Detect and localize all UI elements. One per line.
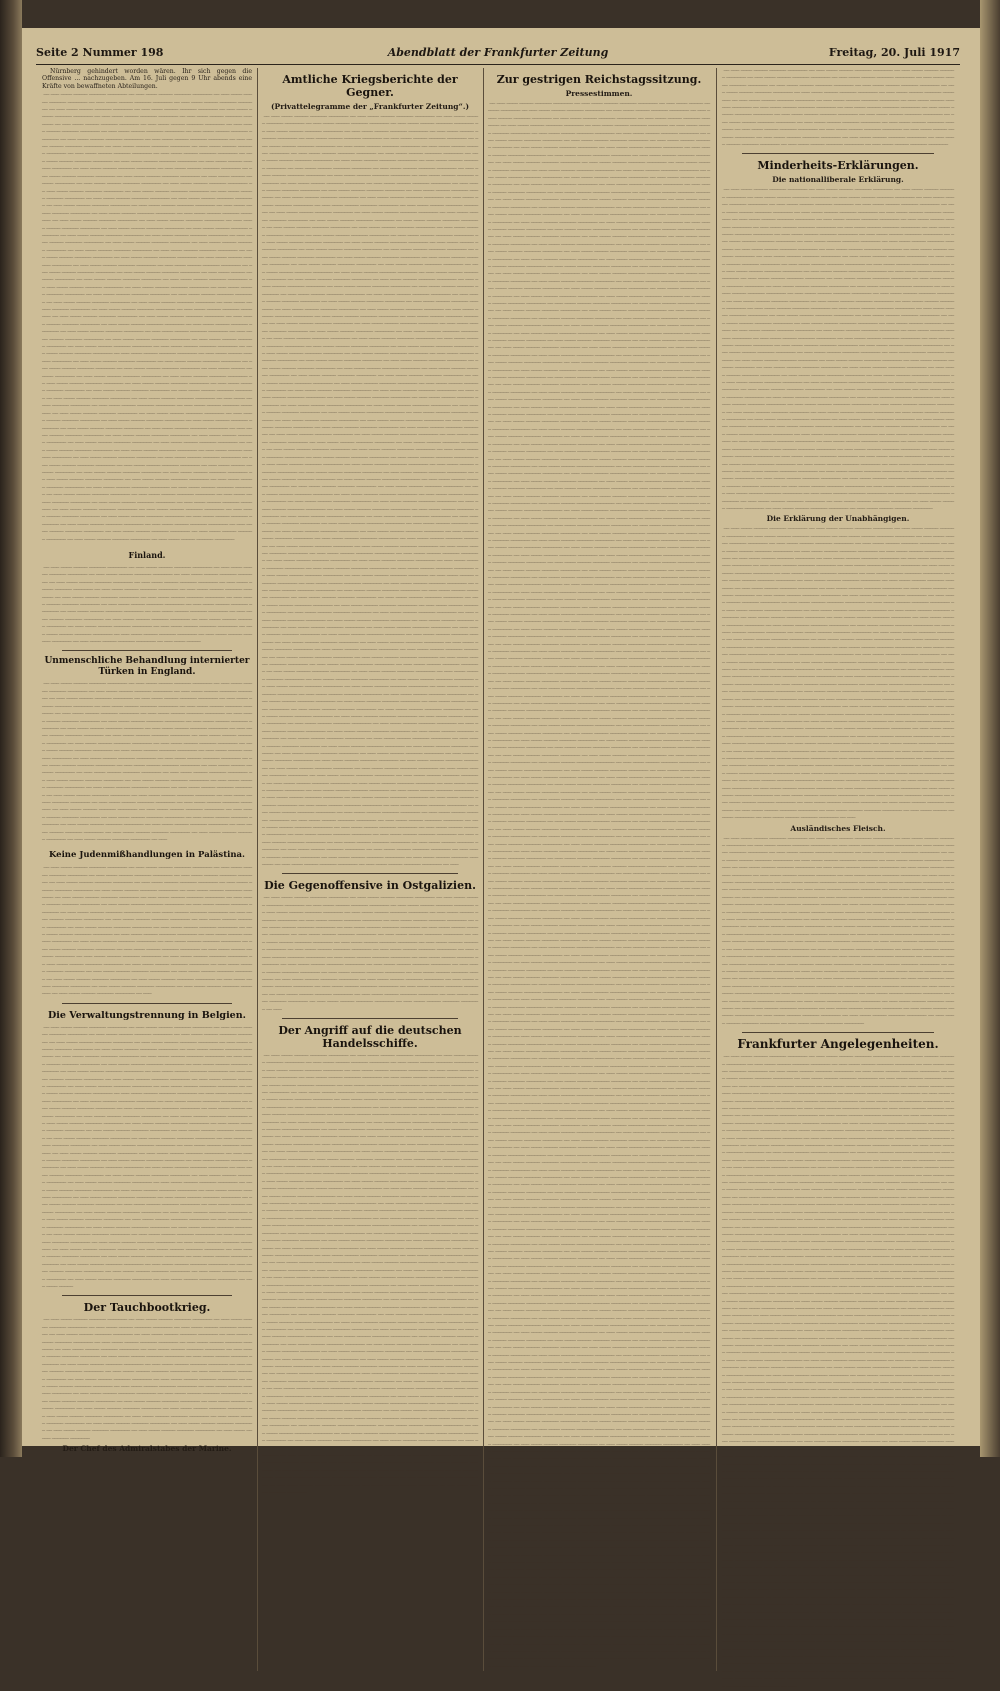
masthead [36, 44, 960, 65]
article-signature: Der Chef des Admiralstabes der Marine. [62, 1444, 232, 1454]
body-text-block: ── ─── ──── ───── ────── ─────── ── ─── ──── ───── ────── ─────── ── ─── ──── ───── ────── ─────── ── ─── ──── ───── ────── ─────── ── ─── ──── ───── ────── ─────── ── ─── ──── ───── ────── ─────── ── ─── ──── ───── ────── ─────── ── ─── ──── ───── ────── ─────── ── ─── ──── ───── ────── ─────── ── ─── ──── ───── ────── ─────── ── ─── ──── ───── ────── ─────── ── ─── ──── ───── ────── ─────── ── ─── ──── ───── ────── ─────── ── ─── ──── ───── ────── ─────── ── ─── ──── ───── ────── ─────── ── ─── ──── ───── ────── ─────── ── ─── ──── ───── ────── ─────── ── ─── ──── ───── ────── ─────── ── ─── ──── ───── ────── ─────── ── ─── ──── ───── ────── ─────── ── ─── ──── ───── ────── ─────── ── ─── ──── ───── ────── ─────── ── ─── ──── ───── ────── ─────── ── ─── ──── ───── ────── ─────── ── ─── ──── ───── ────── ─────── ── ─── ──── ───── ────── ─────── ── ─── ──── ───── ────── ─────── ── ─── ──── ───── ────── ─────── ── ─── ──── ───── ────── ─────── ── ─── ──── ───── ────── ─────── ── ─── ──── ───── ────── ─────── ── ─── ──── ───── ────── ─────── ── ─── ──── ───── ────── ─────── ── ─── ──── ───── ────── ─────── ── ─── ──── ───── ────── ─────── ── ─── ──── ───── ────── ─────── ── ─── ──── ───── ────── ─────── ── ─── ──── ───── ────── ─────── ── ─── ──── ───── ────── ─────── ── ─── ──── ───── ────── ─────── ── ─── ──── ───── ────── ─────── ── ─── ──── ───── ────── ─────── ── ─── ──── ───── ────── ─────── ── ─── ──── ───── ────── ─────── ── ─── ──── ───── ────── ─────── ── ─── ──── ───── ────── ─────── ── ─── ──── ───── ────── ─────── ── ─── ──── ───── ────── ─────── ── ─── ──── ───── ────── ─────── ── ─── ──── ───── ────── ─────── ── ─── ──── ───── ────── ─────── ── ─── ──── ───── ────── ─────── ── ─── ──── ───── ────── ─────── ── ─── ──── ───── ────── ─────── ── ─── ──── ───── ────── ─────── ── ─── ──── ───── ────── ─────── ── ─── ──── ───── ────── ─────── ── ─── ──── ───── ────── ─────── ── ─── ──── ───── ────── ─────── ── ─── ──── ───── ────── ─────── ── ─── ──── ───── ────── ─────── ── ─── ──── ───── ────── ─────── ── ─── ──── ───── ────── ─────── ── ─── ──── ───── ────── ─────── ── ─── ──── ───── ────── ─────── ── ─── ──── ───── ────── ─────── ── ─── ──── ───── ────── ─────── ── ─── ──── ───── ────── ─────── ── ─── ──── ───── ────── ─────── ── ─── ──── ───── ────── ─────── ── ─── ──── ───── ────── ─────── ── ─── ──── ───── ────── ─────── ── ─── ──── ───── ────── ─────── ── ─── ──── ───── ────── ─────── ── ─── ──── ───── ────── ─────── ── ─── ──── ───── ────── ─────── ── ─── ──── ───── ────── ─────── ── ─── ──── ───── ────── ─────── ── ─── ──── ───── ────── ─────── ── ─── ──── ───── ────── ─────── ── ─── ──── ───── ────── ─────── ── ─── ──── ───── ────── ─────── ── ─── ──── ───── ────── ─────── ── ─── ──── ───── ────── ─────── ── ─── ──── ───── ────── ─────── ── ─── ──── ───── ────── ─────── ── ─── ──── ───── ────── ─────── ── ─── ──── ───── ────── ─────── ── ─── ──── ───── ────── ─────── ── ─── ──── ───── ────── ─────── ── ─── ──── ───── ────── ─────── ── ─── ──── ───── ────── ─────── ── ─── ──── ───── ────── ─────── ── ─── ──── ───── ────── ─────── ── ─── ──── ───── ────── ─────── ── ─── ──── ───── ────── ─────── ── ─── ──── ───── ────── ─────── ── ─── ──── ───── ────── ─────── ── ─── ──── ───── ────── ─────── ── ─── ──── ───── ────── ─────── ── ─── ──── ───── ────── ─────── ── ─── ──── ───── ────── ─────── ── ─── ──── ───── ────── ─────── ── ─── ──── ───── ────── ─────── ── ─── ──── ───── ────── ─────── ── ─── ──── ───── ────── ─────── ── ─── ──── ───── ────── ─────── ── ─── ──── ───── ────── ─────── ── ─── ──── ───── ────── ─────── ── ─── ──── ───── ────── ─────── ── ─── ──── ───── ────── ─────── ── ─── ──── ───── ────── ─────── ── ─── ──── ───── ────── ─────── ── ─── ──── ───── ────── ─────── ── ─── ──── ───── ────── ─────── ── ─── ──── ───── ────── ─────── ── ─── ──── ───── ────── ─────── ── ─── ──── ───── ────── ─────── ── ─── ──── ───── ────── ─────── ── ─── ──── ───── ────── ─────── ── ─── ──── ───── ────── ─────── ── ─── ──── ───── ────── ─────── ── ─── ──── ───── ────── ─────── ── ─── ──── ───── ────── ─────── ── ─── ──── ───── ────── ─────── ── ─── ──── ───── ────── ─────── ── ─── ──── ───── ────── ─────── ── ─── ──── ───── ────── ─────── ── ─── ──── ───── ────── ─────── ── ─── ──── ───── ────── ─────── ── ─── ──── ───── ────── ─────── ── ─── ──── ───── ────── ─────── ── ─── ──── ───── ────── ─────── ── ─── ──── ───── ────── ─────── ── ─── ──── ───── ────── ─────── ── ─── ──── ───── ────── ─────── ── ─── ──── ───── ────── ─────── ── ─── ──── ───── ────── ─────── ── ─── ──── ───── ────── ─────── ── ─── ──── ───── ────── ─────── ── ─── ──── ───── ────── ─────── ── ─── ──── ───── ────── ─────── ── ─── ──── ───── ────── ─────── ── ─── ──── ───── ────── ─────── ── ─── ──── ───── ────── ─────── ── ─── ──── ───── ────── ─────── ── ─── ──── ───── ────── ─────── ── ─── ──── ───── ────── ─────── ── ─── ──── ───── ────── ─────── ── ─── ──── ───── ────── ─────── ── ─── ──── ───── ────── ─────── ── ─── ──── ───── ────── ─────── ── ─── ──── ───── ────── ─────── ── ─── ──── ───── ────── ─────── ── ─── ──── ───── ────── ─────── ── ─── ──── ───── ────── ─────── ── ─── ──── ───── ────── ─────── ── ─── ──── ───── ────── ─────── ── ─── ──── ───── ────── ─────── ── ─── ──── ───── ────── ─────── ── ─── ──── ───── ────── ─────── ── ─── ──── ───── ────── ─────── ── ─── ──── ───── ────── ─────── ── ─── ──── ───── ────── ─────── ── ─── ──── ───── ────── ─────── ── ─── ──── ───── ────── ─────── ── ─── ──── ───── ────── ─────── ── ─── ──── ───── ────── ─────── ── ─── ──── ───── ────── ─────── ── ─── ──── ───── ────── ─────── ── ─── ──── ───── ────── ─────── ── ─── ──── ───── ────── ─────── ── ─── ──── ───── ────── ─────── ── ─── ──── ───── ────── ─────── ── ─── ──── ───── ────── ─────── ── ─── ──── ───── ────── ─────── ── ─── ──── ───── ────── ─────── ── ─── ──── ───── ────── ─────── ── ─── ──── ───── ────── ─────── ── ─── ──── ───── ────── ─────── ── ─── ──── ───── ────── ─────── ── ─── ──── ───── ────── ─────── ── ─── ──── ───── ────── ─────── ── ─── ──── ───── ────── ─────── ── ─── ──── ───── ────── ─────── ── ─── ──── ───── ────── ─────── ── ─── ──── ───── ────── ─────── ── ─── ──── ───── ────── ─────── ── ─── ──── ───── ────── ─────── ── ─── ──── ───── ────── ─────── ── ─── ──── ───── ────── ─────── ── ─── ──── ───── ────── ─────── ── ─── ──── ───── ────── ─────── ── ─── ──── ───── ────── ─────── ── ─── ──── ───── ────── ─────── ── ─── ──── ───── ────── ─────── ── ─── ──── ───── ────── ─────── ── ─── ──── ───── ────── ─────── ── ─── ──── ───── ────── ─────── ── ─── ──── ───── ────── ─────── ── ─── ──── ───── ────── ─────── ── ─── ──── ───── ────── ─────── ── ─── ──── ───── ────── ─────── ── ─── ──── ───── ────── ─────── ── ─── ──── ───── ────── ─────── ── ─── ──── ───── ────── ─────── ── ─── ──── ───── ────── ─────── ── ─── ──── ───── ────── ─────── ── ─── ──── ───── ────── ─────── ── ─── ──── ───── ────── ─────── ── ─── ──── ───── ────── ─────── ── ─── ──── ───── ────── ─────── ── ─── ──── ───── ────── ─────── ── ─── ──── ───── ────── ─────── ── ─── ──── ───── ────── ─────── ── ─── ──── ───── ────── ─────── ── ─── ──── ───── ────── ─────── ── ─── ──── ───── ────── ─────── ── ─── ──── ───── ────── ─────── ── ─── ──── ───── ────── ─────── ── ─── ──── ───── ────── ─────── ── ─── ──── ───── ────── ─────── ── ─── ──── ───── ────── ─────── ── ─── ──── ───── ────── ─────── ── ─── ──── ───── ────── ─────── ── ─── ──── ───── ────── ─────── ── ─── ──── ───── ────── ─────── ── ─── ──── ───── ────── ─────── ── ─── ──── ───── ────── ─────── ── ─── ──── ───── ────── ─────── ── ─── ──── ───── ────── ─────── ── ─── ──── ───── ────── ─────── ── ─── ──── ───── ────── ─────── ── ─── [722, 1054, 954, 1690]
article-headline: Keine Judenmißhandlungen in Palästina. [48, 850, 246, 861]
body-text-block: ── ─── ──── ───── ────── ─────── ── ─── ──── ───── ────── ─────── ── ─── ──── ───── ────── ─────── ── ─── ──── ───── ────── ─────── ── ─── ──── ───── ────── ─────── ── ─── ──── ───── ────── ─────── ── ─── ──── ───── ────── ─────── ── ─── ──── ───── ────── ─────── ── ─── ──── ───── ────── ─────── ── ─── ──── ───── ────── ─────── ── ─── ──── ───── ────── ─────── ── ─── ──── ───── ────── ─────── ── ─── ──── ───── ────── ─────── ── ─── ──── ───── ────── ─────── ── ─── ──── ───── ────── ─────── ── ─── ──── ───── ────── ─────── ── ─── ──── ───── ────── ─────── ── ─── ──── ───── ────── ─────── ── ─── ──── ───── ────── ─────── ── ─── ──── ───── ────── ─────── ── ─── ──── ───── ────── ─────── ── ─── ──── ───── ────── ─────── ── ─── ──── ───── ────── ─────── ── ─── ──── ───── ────── ─────── ── ─── ──── ───── ────── ─────── ── ─── ──── ───── ────── ─────── ── ─── ──── ───── ────── ─────── ── ─── ──── ───── ────── ─────── ── ─── ──── ───── ────── ─────── ── ─── ──── ───── ────── ─────── ── ─── ──── ───── ────── ─────── ── ─── ──── ───── ────── ─────── ── ─── ──── ───── ────── ─────── ── ─── ──── ───── ────── ─────── ── ─── ──── ───── ────── ─────── ── ─── ──── ───── ────── ─────── ── ─── ──── ───── ────── ─────── ── ─── ──── ───── ────── ─────── ── ─── [262, 895, 478, 1013]
column-rule [483, 68, 484, 1671]
article-headline: Unmenschliche Behandlung internierter Türken in England. [44, 656, 250, 678]
article-headline: Finland. [128, 550, 166, 560]
article-headline: Der Tauchbootkrieg. [83, 1301, 211, 1315]
article-headline: Die Verwaltungstrennung in Belgien. [48, 1009, 246, 1021]
column-1 [42, 68, 252, 1673]
column-3 [488, 68, 710, 1673]
column-rule [716, 68, 717, 1671]
section-divider [62, 650, 232, 651]
section-divider [282, 1018, 458, 1019]
article-headline: Minderheits-Erklärungen. [757, 159, 919, 173]
newspaper-title: Abendblatt der Frankfurter Zeitung [387, 46, 609, 59]
body-text-block: ── ─── ──── ───── ────── ─────── ── ─── ──── ───── ────── ─────── ── ─── ──── ───── ────── ─────── ── ─── ──── ───── ────── ─────── ── ─── ──── ───── ────── ─────── ── ─── ──── ───── ────── ─────── ── ─── ──── ───── ────── ─────── ── ─── ──── ───── ────── ─────── ── ─── ──── ───── ────── ─────── ── ─── ──── ───── ────── ─────── ── ─── ──── ───── ────── ─────── ── ─── ──── ───── ────── ─────── ── ─── ──── ───── ────── ─────── ── ─── ──── ───── ────── ─────── ── ─── ──── ───── ────── ─────── ── ─── ──── ───── ────── ─────── ── ─── ──── ───── ────── ─────── ── ─── ──── ───── ────── ─────── ── ─── ──── ───── ────── ─────── ── ─── ──── ───── ────── ─────── ── ─── ──── ───── ────── ─────── ── ─── ──── ───── ────── ─────── ── ─── ──── ───── ────── ─────── ── ─── ──── ───── ────── ─────── ── ─── ──── ───── ────── ─────── ── ─── ──── ───── ────── ─────── ── ─── ──── ───── ────── ─────── ── ─── ──── ───── ────── ─────── ── ─── ──── ───── ────── ─────── ── ─── ──── ───── ────── ─────── ── ─── ──── ───── ────── ─────── ── ─── ──── ───── ────── ─────── ── ─── ──── ───── ────── ─────── ── ─── ──── ───── ────── ─────── ── ─── ──── ───── ────── ─────── ── ─── ──── ───── ────── ─────── ── ─── ──── ───── ────── ─────── ── ─── ──── ───── ────── ─────── ── ─── ──── ───── ────── ─────── ── ─── ──── ───── ────── ─────── ── ─── ──── ───── ────── ─────── ── ─── ──── ───── ────── ─────── ── ─── ──── ───── ────── ─────── ── ─── ──── ───── ────── ─────── ── ─── ──── ───── ────── ─────── ── ─── ──── ───── ────── ─────── ── ─── ──── ───── ────── ─────── ── ─── ──── ───── ────── ─────── ── ─── ──── ───── ────── ─────── ── ─── ──── ───── ────── ─────── ── ─── ──── ───── ────── ─────── ── ─── ──── ───── ────── ─────── ── ─── ──── ───── ────── ─────── ── ─── ──── ───── ────── ─────── ── ─── ──── ───── ────── ─────── ── ─── ──── ───── ────── ─────── ── ─── ──── ───── ────── ─────── ── ─── ──── ───── ────── ─────── ── ─── ──── ───── ────── ─────── ── ─── ──── ───── ────── ─────── ── ─── ──── ───── ────── ─────── ── ─── ──── ───── ────── ─────── ── ─── ──── ───── ────── ─────── ── ─── ──── ───── ────── ─────── ── ─── ──── ───── ────── ─────── ── ─── ──── ───── ────── ─────── ── ─── ──── ───── ────── ─────── ── ─── ──── ───── ────── ─────── ── ─── ──── ───── ────── ─────── ── ─── ──── ───── ────── ─────── ── ─── ──── ───── ────── ─────── ── ─── ──── ───── ────── ─────── ── ─── ──── ───── ────── ─────── ── ─── ──── ───── ────── ─────── ── ─── ──── ───── ────── ─────── ── ─── ──── ───── ────── ─────── ── ─── ──── ───── ────── ─────── ── ─── ──── ───── ────── ─────── ── ─── ──── ───── ────── ─────── ── ─── ──── ───── ────── ─────── ── ─── ──── ───── ────── ─────── ── ─── ──── ───── ────── ─────── ── ─── ──── ───── ────── ─────── ── ─── ──── ───── ────── ─────── ── ─── ──── ───── ────── ─────── ── ─── ──── ───── ────── ─────── ── ─── ──── ───── ────── ─────── ── ─── ──── ───── ────── ─────── ── ─── ──── ───── ────── ─────── ── ─── ──── ───── ────── ─────── ── ─── ──── ───── ────── ─────── ── ─── ──── ───── ────── ─────── ── ─── ──── ───── ────── ─────── ── ─── ──── ───── ────── ─────── ── ─── ──── ───── ────── ─────── ── ─── ──── ───── ────── ─────── ── ─── ──── ───── ────── ─────── ── ─── ──── ───── ────── ─────── ── ─── ──── ───── ────── ─────── ── ─── ──── ───── ────── ─────── ── ─── ──── ───── ────── ─────── ── ─── ──── ───── ────── ─────── ── ─── ──── ───── ────── ─────── ── ─── ──── ───── ────── ─────── ── ─── ──── ───── ────── ─────── ── ─── ──── ───── ────── ─────── ── ─── ──── ───── ────── ─────── ── ─── ──── ───── ────── ─────── ── ─── [722, 526, 954, 822]
article-headline: Frankfurter Angelegenheiten. [737, 1037, 939, 1052]
column-4 [722, 68, 954, 1690]
section-divider [62, 1295, 232, 1296]
body-text-block: ── ─── ──── ───── ────── ─────── ── ─── ──── ───── ────── ─────── ── ─── ──── ───── ────── ─────── ── ─── ──── ───── ────── ─────── ── ─── ──── ───── ────── ─────── ── ─── ──── ───── ────── ─────── ── ─── ──── ───── ────── ─────── ── ─── ──── ───── ────── ─────── ── ─── ──── ───── ────── ─────── ── ─── ──── ───── ────── ─────── ── ─── ──── ───── ────── ─────── ── ─── ──── ───── ────── ─────── ── ─── ──── ───── ────── ─────── ── ─── ──── ───── ────── ─────── ── ─── ──── ───── ────── ─────── ── ─── ──── ───── ────── ─────── ── ─── ──── ───── ────── ─────── ── ─── ──── ───── ────── ─────── ── ─── ──── ───── ────── ─────── ── ─── ──── ───── ────── ─────── ── ─── ──── ───── ────── ─────── ── ─── ──── ───── ────── ─────── ── ─── ──── ───── ────── ─────── ── ─── ──── ───── ────── ─────── ── ─── ──── ───── ────── ─────── ── ─── ──── ───── ────── ─────── ── ─── ──── ───── ────── ─────── ── ─── ──── ───── ────── ─────── ── ─── ──── ───── ────── ─────── ── ─── ──── ───── ────── ─────── ── ─── ──── ───── ────── ─────── ── ─── ──── ───── ────── ─────── ── ─── ──── ───── ────── ─────── ── ─── ──── ───── ────── ─────── ── ─── ──── ───── ────── ─────── ── ─── ──── ───── ────── ─────── ── ─── ──── ───── ────── ─────── ── ─── ──── ───── ────── ─────── ── ─── ──── ───── ────── ─────── ── ─── ──── ───── ────── ─────── [42, 1317, 252, 1442]
book-binding-edge [0, 0, 22, 1457]
body-text-block: ── ─── ──── ───── ────── ─────── ── ─── ──── ───── ────── ─────── ── ─── ──── ───── ────── ─────── ── ─── ──── ───── ────── ─────── ── ─── ──── ───── ────── ─────── ── ─── ──── ───── ────── ─────── ── ─── ──── ───── ────── ─────── ── ─── ──── ───── ────── ─────── ── ─── ──── ───── ────── ─────── ── ─── ──── ───── ────── ─────── ── ─── ──── ───── ────── ─────── ── ─── ──── ───── ────── ─────── ── ─── ──── ───── ────── ─────── ── ─── ──── ───── ────── ─────── ── ─── ──── ───── ────── ─────── ── ─── ──── ───── ────── ─────── ── ─── ──── ───── ────── ─────── ── ─── ──── ───── ────── ─────── ── ─── ──── ───── ────── ─────── ── ─── ──── ───── ────── ─────── ── ─── ──── ───── ────── ─────── ── ─── ──── ───── ────── ─────── ── ─── ──── ───── ────── ─────── ── ─── ──── ───── ────── ─────── ── ─── ──── ───── ────── ─────── ── ─── ──── ───── ────── ─────── ── ─── ──── ───── ────── ─────── ── ─── ──── ───── ────── ─────── ── ─── ──── ───── ────── ─────── ── ─── ──── ───── ────── ─────── ── ─── ──── ───── ────── ─────── ── ─── ──── ───── ────── ─────── ── ─── ──── ───── ────── ─────── ── ─── ──── ───── ────── ─────── ── ─── ──── ───── ────── ─────── ── ─── ──── ───── ────── ─────── ── ─── ──── ───── ────── ─────── ── ─── ──── ───── ────── ─────── ── ─── ──── ───── ────── ─────── ── ─── ──── ───── ────── ─────── ── ─── ──── ───── ────── ─────── ── ─── ──── ───── ────── ─────── ── ─── ──── ───── ────── ─────── ── ─── ──── ───── ────── ─────── ── ─── ──── ───── ────── ─────── ── ─── ──── ───── ────── ─────── ── ─── ──── ───── ────── ─────── ── ─── ──── ───── ────── ─────── ── ─── ──── ───── ────── ─────── ── ─── ──── ───── ────── ─────── ── ─── ──── ───── ────── ─────── ── ─── ──── ───── ────── ─────── ── ─── ──── ───── ────── ─────── ── ─── ──── ───── ────── ─────── ── ─── ──── ───── ────── ─────── ── ─── ──── ───── ────── ─────── ── ─── ──── ───── ────── ─────── ── ─── ──── ───── ────── ─────── ── ─── ──── ───── ────── ─────── ── ─── ──── ───── ────── ─────── ── ─── ──── ───── ────── ─────── ── ─── ──── ───── ────── ─────── ── ─── ──── ───── ────── ─────── ── ─── ──── ───── ────── ─────── ── ─── ──── ───── ────── ─────── ── ─── ──── ───── ────── ─────── ── ─── ──── ───── ────── ─────── ── ─── ──── ───── ────── ─────── ── ─── ──── ───── ────── ─────── ── ─── ──── ───── ────── ─────── ── ─── ──── ───── ────── ─────── ── ─── ──── ───── ────── ─────── ── ─── ──── ───── ────── ─────── ── ─── ──── ───── ────── ─────── ── ─── ──── ───── ────── ─────── ── ─── ──── ───── ────── ─────── ── ─── ──── ───── ────── ─────── ── ─── ──── ───── ────── ─────── ── ─── ──── ───── ────── ─────── ── ─── ──── ───── ────── ─────── ── ─── ──── ───── ────── ─────── ── ─── ──── ───── ────── ─────── ── ─── ──── ───── ────── ─────── ── ─── ──── ───── ────── ─────── ── ─── ──── ───── ────── ─────── ── ─── ──── ───── ────── ─────── ── ─── ──── ───── ────── ─────── ── ─── ──── ───── ────── ─────── ── ─── ──── ───── ────── ─────── ── ─── ──── ───── ────── ─────── ── ─── ──── ───── ────── ─────── ── ─── ──── ───── ────── ─────── ── ─── ──── ───── ────── ─────── ── ─── ──── ───── ────── ─────── ── ─── ──── ───── ────── ─────── ── ─── ──── ───── ────── ─────── ── ─── ──── ───── ────── ─────── ── ─── ──── ───── ────── ─────── ── ─── ──── ───── ────── ─────── ── ─── ──── ───── ────── ─────── ── ─── ──── ───── ────── ─────── ── ─── ──── ───── ────── ─────── ── ─── ──── ───── ────── ─────── ── ─── ──── ───── ────── ─────── ── ─── ──── ───── ────── ─────── ── ─── ──── ───── ────── ─────── ── ─── ──── ───── ────── ─────── ── ─── ──── ───── ────── ─────── ── ─── ──── ───── ────── ─────── ── ─── ──── ───── ────── ─────── ── ─── ──── ───── ────── ─────── ── ─── ──── ───── ────── ─────── ── ─── ──── ───── ────── ─────── ── ─── ──── ───── ────── ─────── ── ─── ──── ───── ────── ─────── ── ─── ──── ───── ────── ─────── ── ─── ──── ───── ────── ─────── ── ─── ──── ───── ────── ─────── ── ─── ──── ───── ────── ─────── ── ─── ──── ───── ────── ─────── [722, 187, 954, 512]
column-rule [257, 68, 258, 1671]
body-text-block: ── ─── ──── ───── ────── ─────── ── ─── ──── ───── ────── ─────── ── ─── ──── ───── ────── ─────── ── ─── ──── ───── ────── ─────── ── ─── ──── ───── ────── ─────── ── ─── ──── ───── ────── ─────── ── ─── ──── ───── ────── ─────── ── ─── ──── ───── ────── ─────── ── ─── ──── ───── ────── ─────── ── ─── ──── ───── ────── ─────── ── ─── ──── ───── ────── ─────── ── ─── ──── ───── ────── ─────── ── ─── ──── ───── ────── ─────── ── ─── ──── ───── ────── ─────── ── ─── ──── ───── ────── ─────── ── ─── ──── ───── ────── ─────── ── ─── ──── ───── ────── ─────── ── ─── ──── ───── ────── ─────── ── ─── ──── ───── ────── ─────── ── ─── ──── ───── ────── ─────── ── ─── ──── ───── ────── ─────── ── ─── ──── ───── ────── ─────── ── ─── ──── ───── ────── ─────── ── ─── ──── ───── ────── ─────── ── ─── ──── ───── ────── ─────── ── ─── ──── ───── ────── ─────── ── ─── ──── ───── ────── ─────── ── ─── ──── ───── ────── ─────── ── ─── ──── ───── ────── ─────── ── ─── ──── ───── ────── ─────── ── ─── ──── ───── ────── ─────── ── ─── ──── ───── ────── ─────── ── ─── ──── ───── ────── ─────── ── ─── ──── ───── ────── ─────── ── ─── ──── ───── ────── ─────── ── ─── ──── ───── ────── ─────── ── ─── ──── ───── ────── ─────── ── ─── ──── ───── ────── ─────── ── ─── ──── ───── ────── ─────── ── ─── ──── ───── ────── ─────── ── ─── ──── ───── ────── ─────── ── ─── ──── ───── ────── ─────── ── ─── ──── ───── ────── ─────── ── ─── ──── ───── ────── ─────── ── ─── ──── ───── ────── ─────── ── ─── ──── ───── ────── ─────── ── ─── ──── ───── ────── ─────── ── ─── ──── ───── ────── ─────── ── ─── ──── ───── ────── ─────── ── ─── ──── ───── ────── ─────── ── ─── ──── ───── ────── ─────── ── ─── ──── ───── ────── ─────── ── ─── ──── ───── ────── ─────── ── ─── ──── ───── ────── ─────── ── ─── ──── ───── ────── ─────── ── ─── ──── ───── ────── ─────── ── ─── ──── ───── ────── ─────── ── ─── ──── ───── ────── ─────── ── ─── ──── ───── ────── ─────── ── ─── ──── ───── ────── ─────── ── ─── ──── ───── ────── ─────── ── ─── ──── ───── ────── ─────── ── ─── ──── ───── ────── ─────── ── ─── ──── ───── ────── ─────── ── ─── ──── ───── ────── ─────── ── ─── ──── ───── ────── ─────── ── ─── ──── ───── ────── ─────── ── ─── ──── ───── ────── ─────── ── ─── ──── ───── ────── ─────── ── ─── ──── ───── ────── ─────── ── ─── ──── ───── ────── ─────── ── ─── ──── ───── ────── ─────── ── ─── ──── ───── ────── ─────── ── ─── ──── ───── ────── ─────── ── ─── ──── ───── ────── ─────── ── ─── ──── ───── ────── ─────── ── ─── ──── ───── ────── ─────── ── ─── ──── ───── ────── ─────── ── ─── ──── ───── ────── ─────── ── ─── ──── ───── ────── ─────── ── ─── ──── ───── ────── ─────── ── ─── ──── ───── ────── ─────── ── ─── ──── ───── ────── ─────── ── ─── ──── ───── ────── ─────── ── ─── ──── ───── ────── ─────── ── ─── ──── ───── ────── ─────── ── ─── ──── ───── ────── ─────── ── ─── ──── ───── ────── ─────── ── ─── ──── ───── ────── ─────── ── ─── ──── ───── ────── ─────── ── ─── ──── ───── ────── ─────── ── ─── ──── ───── ────── ─────── ── ─── ──── ───── ────── ─────── ── ─── ──── ───── ────── ─────── ── ─── ──── ───── ────── ─────── ── ─── ──── ───── ────── ─────── ── ─── ──── ───── ────── ─────── ── ─── ──── ───── ────── ─────── ── ─── ──── ───── ────── ─────── ── ─── ──── ───── ────── ─────── ── ─── ──── ───── ────── ─────── ── ─── ──── ───── ────── ─────── ── ─── ──── ───── ────── ─────── ── ─── ──── ───── ────── ─────── ── ─── ──── ───── ────── ─────── ── ─── ──── ───── ────── ─────── ── ─── ──── ───── ────── ─────── ── ─── ──── ───── ────── ─────── ── ─── ──── ───── ────── ─────── ── ─── ──── ───── ────── ─────── ── ─── ──── ───── ────── ─────── ── ─── ──── ───── ────── ─────── ── ─── ──── ───── ────── ─────── ── ─── ──── ───── ────── ─────── ── ─── ──── ───── ────── ─────── ── ─── ──── ───── ────── ─────── ── ─── ──── ───── ────── ─────── ── ─── ──── ───── ────── ─────── ── ─── ──── ───── ────── ─────── ── ─── ──── ───── ────── ─────── ── ─── ──── ───── ────── ─────── ── ─── ──── ───── ────── ─────── ── ─── ──── ───── ────── ─────── ── ─── ──── ───── ────── ─────── ── ─── ──── ───── ────── ─────── ── ─── ──── ───── ────── ─────── ── ─── ──── ───── ────── ─────── ── ─── ──── ───── ────── ─────── ── ─── ──── ───── ────── ─────── ── ─── ──── ───── ────── ─────── ── ─── ──── ───── ────── ─────── ── ─── ──── ───── ────── ─────── ── ─── ──── ───── ────── ─────── ── ─── ──── ───── ────── ─────── ── ─── ──── ───── ────── ─────── ── ─── ──── ───── ────── ─────── ── ─── ──── ───── ────── ─────── ── ─── ──── ───── ────── ─────── ── ─── ──── ───── ────── ─────── ── ─── ──── ───── ────── ─────── ── ─── ──── ───── ────── ─────── ── ─── ──── ───── ────── ─────── ── ─── ──── ───── ────── ─────── ── ─── ──── ───── ────── ─────── ── ─── ──── ───── ────── ─────── ── ─── ──── ───── ────── ─────── ── ─── ──── ───── ────── ─────── ── ─── ──── ───── ────── ─────── ── ─── ──── ───── ────── ─────── ── ─── ──── ───── ────── ─────── ── ─── ──── ───── ────── ─────── ── ─── ──── ───── ────── ─────── ── ─── ──── ───── ────── ─────── ── ─── ──── ───── ────── ─────── ── ─── ──── ───── ────── ─────── ── ─── ──── ───── ────── ─────── ── ─── ──── ───── ────── ─────── ── ─── ──── ───── ────── ─────── ── ─── ──── ───── ────── ─────── ── ─── ──── ───── ────── ─────── ── ─── ──── ───── ────── ─────── ── ─── ──── ───── ────── ─────── ── ─── ──── ───── ────── ─────── ── ─── ──── ───── ────── ─────── ── ─── ──── ───── ────── ─────── ── ─── ──── ───── ────── ─────── ── ─── ──── ───── ────── ─────── ── ─── ──── ───── ────── ─────── ── ─── ──── ───── ────── ─────── ── ─── ──── ───── ────── ─────── ── ─── ──── ───── ────── ─────── ── ─── ──── ───── ────── ─────── ── ─── ──── ───── ────── ─────── ── ─── ──── ───── ────── ─────── ── ─── ──── ───── ────── ─────── ── ─── ──── ───── ────── ─────── ── ─── ──── ───── ────── ─────── ── ─── ──── ───── ────── ─────── ── ─── ──── ───── ────── ─────── ── ─── ──── ───── ────── ─────── ── ─── ──── ───── ────── ─────── ── ─── ──── ───── ────── ─────── ── ─── ──── ───── ────── ─────── ── ─── ──── ───── ────── ─────── ── ─── ──── ───── ────── ─────── ── ─── ──── ───── ────── ─────── ── ─── ──── ───── ────── ─────── ── ─── ──── ───── ────── ─────── ── ─── ──── ───── ────── ─────── ── ─── ──── ───── ────── ─────── ── ─── ──── ───── ────── ─────── ── ─── ──── ───── ────── ─────── ── ─── ──── ───── ────── ─────── ── ─── ──── ───── ────── ─────── ── ─── ──── ───── ────── ─────── ── ─── ──── ───── ────── ─────── ── ─── ──── ───── ────── ─────── ── ─── ──── ───── ────── ─────── ── ─── ──── ───── ────── ─────── ── ─── ──── ───── ────── ─────── ── ─── ──── ───── ────── ─────── ── ─── ──── ───── ────── ─────── ── ─── ──── ───── ────── ─────── ── ─── ──── ───── ────── ─────── ── ─── ──── ───── ────── ─────── ── ─── ──── ───── ────── ─────── ── ─── ──── ───── ────── ─────── ── ─── ──── ───── ────── ─────── ── ─── ──── ───── ────── ─────── ── ─── ──── ───── ────── ─────── ── ─── ──── ───── ────── ─────── ── ─── ──── ───── ────── ─────── ── ─── ──── ───── ────── ─────── ── ─── ──── ───── ────── ─────── ── ─── ──── ───── ────── ─────── ── ─── ──── ───── ────── ─────── ── ─── ──── ───── ────── ─────── ── ─── ──── ───── ────── ─────── ── ─── ──── ───── ────── ─────── ── ─── ──── ───── ────── ─────── ── ─── ──── ───── ────── ─────── ── ─── ──── ───── ────── ─────── ── ─── ──── ───── ────── ─────── ── ─── ──── ───── ────── ─────── ── ─── ──── ───── ────── ─────── ── ─── ──── ───── ────── ─────── ── ─── ──── ───── ────── ─────── ── ─── ──── ───── ────── ─────── ── ─── ──── ───── ────── ─────── ── ─── ──── ───── ────── ─────── ── ─── ──── ───── ────── ─────── ── ─── ──── ───── ────── ─────── ── ─── ──── ───── ────── ─────── ── ─── ──── ───── ────── ─────── ── ─── ──── ───── ────── ─────── ── ─── ──── ───── ────── ─────── ── ─── ──── ───── ────── ─────── ── ─── ──── ───── ────── ─────── ── ─── ──── ───── ────── ─────── ── ─── ──── ───── ────── ─────── ── ─── ──── ───── ────── ─────── ── ─── ──── ───── ────── ─────── ── ─── ──── ───── ────── ─────── ── ─── ──── ───── ────── ─────── ── ─── ──── ───── ────── ─────── ── ─── ──── ───── ────── ─────── ── ─── ──── ───── ────── ─────── ── ─── ──── ───── ────── ─────── ── ─── ──── ───── ────── ─────── ── ─── ──── ───── ────── ─────── ── ─── ──── ───── ────── ─────── ── ─── ──── ───── ────── ─────── ── ─── ──── ───── ────── ─────── ── ─── ──── ───── ────── ─────── ── ─── ──── ───── ────── ─────── ── ─── ──── ───── ────── ─────── ── ─── ──── ───── ────── ─────── ── ─── ──── ───── ────── ─────── ── ─── ──── ───── ────── ─────── ── ─── ──── ───── ────── ─────── ── ─── ──── ───── ────── ─────── ── ─── ──── ───── ────── ─────── ── ─── ──── ───── ────── ─────── ── ─── ──── ───── ────── ─────── ── ─── ──── ───── ────── ─────── ── ─── ──── ───── ────── ─────── ── ─── ──── ───── ────── ─────── ── ─── ──── ───── ────── ─────── ── ─── ──── ───── ────── ─────── ── ─── ──── ───── ────── ─────── ── ─── ──── ───── ────── ─────── ── ─── ──── ───── ────── ─────── ── ─── ──── ───── ────── ─────── ── ─── ──── ───── ────── ─────── ── ─── ──── ───── ────── ─────── ── ─── ──── ───── ────── ─────── ── ─── ──── ───── ────── ─────── ── ─── ──── ───── ────── ─────── ── ─── ──── ───── ────── ─────── ── ─── ──── ───── ────── ─────── ── ─── ──── ───── ────── ─────── ── ─── ──── ───── ────── ─────── ── ─── ──── ───── ────── ─────── ── ─── ──── ───── ────── ─────── ── ─── ──── ───── ────── ─────── ── ─── ──── ───── ────── ─────── ── ─── ──── ───── ────── ─────── ── ─── ──── ───── ────── ─────── ── ─── ──── ───── ────── ─────── ── ─── ──── ───── ────── ─────── ── ─── ──── ───── ────── ─────── ── ─── ──── ───── ────── ─────── ── ─── ──── ───── ────── ─────── ── ─── ──── ───── ────── ─────── ── ─── ──── ───── ────── ─────── ── ─── ──── ───── ────── ─────── ── ─── ──── ───── ────── ─────── ── ─── ──── ───── ────── ─────── ── ─── ──── ───── ────── ─────── ── ─── ──── ───── ────── ─────── ── ─── ──── ───── ────── ─────── ── ─── ──── ───── ────── ─────── ── ─── ──── ───── ────── ─────── ── ─── ──── ───── ────── ─────── ── ─── ──── ───── ────── ─────── ── ─── ──── ───── ────── ─────── ── ─── ──── ───── ────── ─────── ── ─── ──── ───── ────── ─────── ── ─── ──── ───── ────── ─────── ── ─── ──── ───── ────── ─────── ── ─── ──── ───── ────── ─────── ── ─── ──── ───── ────── ─────── ── ─── ──── ───── ────── ─────── ── ─── ──── ───── ────── ─────── ── ─── ──── ───── ────── ─────── ── ─── ──── ───── ────── ─────── ── ─── ──── ───── ────── ─────── ── ─── ──── ───── ────── ─────── ── ─── ──── ───── ────── ─────── ── ─── ──── ───── ────── ─────── ── ─── ──── ───── ────── ─────── ── ─── ──── ───── ────── ─────── ── ─── ──── ───── ────── ─────── ── ─── ──── ───── ────── ─────── ── ─── ──── ───── ────── ─────── ── ─── ──── ───── ────── ─────── ── ─── ──── ───── ────── ─────── ── ─── ──── ───── ────── ─────── ── ─── ──── ───── ────── ─────── ── ─── ──── ───── ────── ─────── ── ─── ──── ───── ────── ─────── ── ─── ──── ───── ────── ─────── ── ─── ──── ───── ────── ─────── ── ─── ──── ───── ────── ─────── ── ─── ──── ───── ────── ─────── ── ─── ──── ───── ────── ─────── ── ─── ──── ───── ────── ─────── ── ─── ──── ───── ────── ─────── ── ─── ──── ───── ────── ─────── ── ─── ──── ───── ────── ─────── ── ─── ──── ───── ────── ─────── ── ─── ──── ───── ────── ─────── ── ─── ──── ───── ────── ─────── ── ─── ──── ───── ────── ─────── ── ─── ──── ───── ────── ─────── ── ─── ──── ───── ────── ─────── ── ─── ──── ───── ────── ─────── ── ─── ──── ───── ────── ─────── ── ─── ──── ───── ────── ─────── ── ─── ──── ───── ────── ─────── ── ─── ──── ───── ────── ─────── ── ─── ──── ───── ────── ─────── ── ─── ──── ───── ────── ─────── ── ─── ──── ───── ────── ─────── ── ─── ──── ───── ────── ─────── ── ─── ──── ───── ────── ─────── ── ─── ──── ───── ────── ─────── ── ─── ──── ───── ────── ─────── ── ─── ──── ───── ────── ─────── ── ─── ──── ───── ────── ─────── ── ─── ──── ───── ────── ─────── ── ─── ──── ───── ────── ─────── ── ─── ──── ───── ────── ─────── ── ─── ──── ───── ────── ─────── ── ─── ──── ───── ────── ─────── ── ─── ──── ───── ────── ─────── ── ─── ──── ───── ────── ─────── ── ─── ──── ───── ────── ─────── ── ─── ──── ───── ────── ─────── ── ─── ──── ───── ────── ─────── ── ─── ──── ───── ────── ─────── ── ─── ──── ───── ────── ─────── ── ─── ──── ───── ────── ─────── ── ─── ──── ───── ────── ─────── ── ─── ──── ───── ────── ─────── ── ─── ──── ───── ────── ─────── ── ─── ──── ───── ────── ─────── ── ─── ──── ───── ────── ─────── ── ─── ──── ───── ────── ─────── ── ─── ──── ───── ────── ─────── ── ─── ──── ───── ────── ─────── ── ─── ──── ───── ────── ─────── ── ─── ──── ───── ────── ─────── ── ─── ──── ───── ────── ─────── ── ─── ──── ───── ────── ─────── ── ─── ──── ───── ────── ─────── ── ─── ──── ───── ────── ─────── ── ─── ──── ───── ────── ─────── ── ─── ──── ───── ────── ─────── ── ─── ──── ───── ────── ─────── ── ─── ──── ───── ────── ─────── ── ─── ──── ───── ────── ─────── ── ─── ──── ───── ────── ─────── ── ─── ──── ───── ────── ─────── ── ─── ──── ───── ────── ─────── ── ─── ──── ───── ────── ─────── ── ─── ──── ───── ────── ─────── ── ─── ──── ───── ────── ─────── ── ─── ──── ───── ────── ─────── ── ─── ──── ───── ────── ─────── ── ─── ──── ───── ────── ─────── ── ─── ──── ───── ────── ─────── ── ─── ──── ───── ────── ─────── ── ─── ──── ───── ────── ─────── ── ─── ──── ───── ────── ─────── ── ─── ──── ───── ────── ─────── ── ─── ──── ───── ────── ─────── ── ─── ──── ───── ────── ─────── ── ─── ──── ───── ────── ─────── ── ─── ──── ───── ────── ─────── ── ─── ──── ───── ────── ─────── ── ─── ──── ───── ────── ─────── ── ─── ──── ───── ────── ─────── ── ─── ──── ───── ────── ─────── ── ─── ──── ───── ────── ─────── ── ─── ──── ───── ────── ─────── ── ─── ──── ───── ────── ─────── ── ─── ──── ───── ────── ─────── ── ─── ──── ───── ────── ─────── ── ─── ──── ───── ────── ─────── ── ─── ──── ───── ────── ─────── ── ─── ──── ───── ────── ─────── ── ─── ──── ───── ────── ─────── ── ─── ──── ───── ────── ─────── ── ─── ──── ───── ────── ─────── ── ─── ──── ───── ────── ─────── ── ─── ──── ───── ────── ─────── ── ─── ──── ───── ────── ─────── ── ─── ──── ───── ────── ─────── ── ─── ──── ───── ────── ─────── ── ─── ──── ───── ────── ─────── ── ─── ──── ───── ────── ─────── ── ─── ──── ───── ────── ─────── ── ─── ──── ───── ────── ─────── ── ─── ──── ───── ────── ─────── ── ─── ──── ───── ────── ─────── ── ─── ──── ───── ────── ─────── ── ─── ──── ───── ────── ─────── ── ─── ──── ───── ────── ─────── ── ─── ──── ───── ────── ─────── ── ─── ──── ───── ────── ─────── ── ─── ──── ───── ────── ─────── ── ─── ──── ───── ────── ─────── ── ─── ──── ───── ────── ─────── ── ─── ──── ───── ────── ─────── ── ─── ──── ───── ────── ─────── ── ─── ──── ───── ────── ─────── ── ─── ──── ───── ────── ─────── ── ─── ──── ───── ────── ─────── ── ─── ──── ───── ────── ─────── ── ─── ──── ───── ────── ─────── ── ─── ──── ───── ────── ─────── ── ─── ──── ───── ────── ─────── ── ─── ──── ───── ────── ─────── ── ─── ──── ───── ────── ─────── ── ─── ──── ───── ────── ─────── ── ─── ──── ───── ────── ─────── ── ─── ──── ───── ────── ─────── ── ─── ──── ───── ────── ─────── ── ─── ──── ───── ────── ─────── ── ─── ──── ───── ────── ─────── ── ─── ──── ───── ────── ─────── ── ─── ──── ───── ────── ─────── ── ─── ──── ───── ────── ─────── ── ─── ──── ───── ────── ─────── ── ─── ──── ───── ────── ─────── ── ─── ──── ───── ────── ─────── ── ─── ──── ───── ────── ─────── ── ─── ──── ───── ────── ─────── ── ─── ──── ───── ────── ─────── ── ─── ──── ───── ────── ─────── ── ─── ──── ───── ────── ─────── ── ─── ──── ───── ────── ─────── ── ─── ──── ───── ────── ─────── ── ─── ──── ───── ────── ─────── ── ─── ──── ───── ────── ─────── ── ─── ──── ───── ────── ─────── ── ─── ──── ───── ────── ─────── ── ─── ──── ───── ────── ─────── ── ─── ──── ───── ────── ─────── ── ─── ──── ───── ────── ─────── ── ─── ──── ───── ────── ─────── ── ─── ──── ───── ────── ─────── ── ─── ──── ───── ────── ─────── ── ─── ──── ───── ────── ─────── ── ─── ──── ───── ────── ─────── ── ─── ──── ───── ────── ─────── ── ─── ──── ───── ────── ─────── ── ─── ──── ───── ────── ─────── ── ─── ──── ───── ────── ─────── ── ─── ──── ───── ────── ─────── ── ─── ──── ───── ────── ─────── ── ─── ──── ───── ────── ─────── ── ─── ──── ───── ────── ─────── ── ─── ──── ───── ────── ─────── ── ─── ──── ───── ────── ─────── ── ─── ──── ───── ────── ─────── ── ─── ──── ───── ────── ─────── ── ─── ──── ───── ────── ─────── ── ─── ──── ───── ────── ─────── ── ─── ──── ───── ────── ─────── ── ─── ──── ───── ────── ─────── ── ─── ──── ───── ────── ─────── ── ─── ──── ───── ────── ─────── ── ─── ──── ───── ────── ─────── ── ─── ──── ───── ────── ─────── ── ─── ──── ───── ────── ─────── ── ─── ──── ───── ────── ─────── ── ─── ──── ───── ────── ─────── ── ─── ──── ───── ────── ─────── ── ─── ──── ───── ────── ─────── ── ─── ──── ───── ────── ─────── ── ─── ──── ───── ────── ─────── ── ─── ──── ───── ────── ─────── ── ─── ──── ───── ────── ─────── ── ─── ──── ───── ────── ─────── ── ─── ──── ───── ────── ─────── ── ─── ──── ───── ────── ─────── ── ─── ──── ───── ────── ─────── ── ─── ──── ───── ────── ─────── ── ─── ──── ───── ────── ─────── ── ─── ──── ───── ────── ─────── ── ─── ──── ───── ────── ─────── ── ─── ──── ───── ────── ─────── ── ─── ──── ───── ────── ─────── ── ─── ──── ───── ────── ─────── ── ─── ──── ───── ────── ─────── ── ─── ──── ───── ────── ─────── ── ─── ──── ───── ────── ─────── ── ─── ──── ───── ────── ─────── ── ─── ──── ───── ────── ─────── ── ─── ──── ───── ────── ─────── ── ─── ──── ───── ────── ─────── ── ─── ──── ───── ────── ─────── ── ─── ──── ───── ────── ─────── ── ─── ──── ───── ────── ─────── ── ─── ──── ───── ────── ─────── ── ─── ──── ───── ────── ─────── ── ─── ──── ───── ────── ─────── ── ─── ──── ───── ────── ─────── ── ─── ──── ───── ────── ─────── ── ─── ──── ───── ────── ─────── ── ─── ──── ───── ────── ─────── ── ─── ──── ───── ────── ─────── ── ─── ──── ───── ────── ─────── ── ─── ──── ───── ────── ─────── ── ─── ──── ───── ────── ─────── ── ─── ──── ───── ────── ─────── ── ─── ──── ───── ────── ─────── ── ─── ──── ───── ────── ─────── [488, 101, 710, 1670]
article-subheadline: Die Erklärung der Unabhängigen. [766, 514, 910, 524]
body-text-block: ── ─── ──── ───── ────── ─────── ── ─── ──── ───── ────── ─────── ── ─── ──── ───── ────── ─────── ── ─── ──── ───── ────── ─────── ── ─── ──── ───── ────── ─────── ── ─── ──── ───── ────── ─────── ── ─── ──── ───── ────── ─────── ── ─── ──── ───── ────── ─────── ── ─── ──── ───── ────── ─────── ── ─── ──── ───── ────── ─────── ── ─── ──── ───── ────── ─────── ── ─── ──── ───── ────── ─────── ── ─── ──── ───── ────── ─────── ── ─── ──── ───── ────── ─────── ── ─── ──── ───── ────── ─────── ── ─── ──── ───── ────── ─────── ── ─── ──── ───── ────── ─────── ── ─── ──── ───── ────── ─────── ── ─── ──── ───── ────── ─────── ── ─── ──── ───── ────── ─────── ── ─── ──── ───── ────── ─────── ── ─── ──── ───── ────── ─────── ── ─── ──── ───── ────── ─────── ── ─── ──── ───── ────── ─────── ── ─── ──── ───── ────── ─────── ── ─── ──── ───── ────── ─────── ── ─── ──── ───── ────── ─────── ── ─── ──── ───── ────── ─────── ── ─── ──── ───── ────── ─────── ── ─── ──── ───── ────── ─────── ── ─── ──── ───── ────── ─────── ── ─── ──── ───── ────── ─────── ── ─── ──── ───── ────── ─────── ── ─── ──── ───── ────── ─────── ── ─── ──── ───── ────── ─────── ── ─── ──── ───── ────── ─────── ── ─── ──── ───── ────── ─────── ── ─── ──── ───── ────── ─────── ── ─── ──── ───── ────── ─────── ── ─── ──── ───── ────── ─────── ── ─── ──── ───── ────── ─────── ── ─── ──── ───── ────── ─────── ── ─── ──── ───── ────── ─────── ── ─── [42, 865, 252, 998]
body-text-block: ── ─── ──── ───── ────── ─────── ── ─── ──── ───── ────── ─────── ── ─── ──── ───── ────── ─────── ── ─── ──── ───── ────── ─────── ── ─── ──── ───── ────── ─────── ── ─── ──── ───── ────── ─────── ── ─── ──── ───── ────── ─────── ── ─── ──── ───── ────── ─────── ── ─── ──── ───── ────── ─────── ── ─── ──── ───── ────── ─────── ── ─── ──── ───── ────── ─────── ── ─── ──── ───── ────── ─────── ── ─── ──── ───── ────── ─────── ── ─── ──── ───── ────── ─────── ── ─── ──── ───── ────── ─────── ── ─── ──── ───── ────── ─────── ── ─── ──── ───── ────── ─────── ── ─── ──── ───── ────── ─────── ── ─── ──── ───── ────── ─────── ── ─── ──── ───── ────── ─────── ── ─── ──── ───── ────── ─────── ── ─── ──── ───── ────── ─────── ── ─── ──── ───── ────── ─────── ── ─── ──── ───── ────── ─────── ── ─── ──── ───── ────── ─────── ── ─── ──── ───── ────── ─────── ── ─── ──── ───── [42, 565, 252, 646]
page-edge-right [980, 0, 1000, 1457]
section-divider [742, 153, 934, 154]
section-divider [742, 1032, 934, 1033]
article-subheadline: Pressestimmen. [565, 89, 633, 98]
body-text-block: ── ─── ──── ───── ────── ─────── ── ─── ──── ───── ────── ─────── ── ─── ──── ───── ────── ─────── ── ─── ──── ───── ────── ─────── ── ─── ──── ───── ────── ─────── ── ─── ──── ───── ────── ─────── ── ─── ──── ───── ────── ─────── ── ─── ──── ───── ────── ─────── ── ─── ──── ───── ────── ─────── ── ─── ──── ───── ────── ─────── ── ─── ──── ───── ────── ─────── ── ─── ──── ───── ────── ─────── ── ─── ──── ───── ────── ─────── ── ─── ──── ───── ────── ─────── ── ─── ──── ───── ────── ─────── ── ─── ──── ───── ────── ─────── ── ─── ──── ───── ────── ─────── ── ─── ──── ───── ────── ─────── ── ─── ──── ───── ────── ─────── ── ─── ──── ───── ────── ─────── ── ─── ──── ───── ────── ─────── ── ─── ──── ───── ────── ─────── ── ─── ──── ───── ────── ─────── ── ─── ──── ───── ────── ─────── ── ─── ──── ───── ────── ─────── ── ─── ──── ───── ────── ─────── ── ─── ──── ───── ────── ─────── ── ─── ──── ───── ────── ─────── ── ─── ──── ───── ────── ─────── ── ─── ──── ───── ────── ─────── ── ─── ──── ───── ────── ─────── ── ─── ──── ───── ────── ─────── ── ─── ──── ───── ────── ─────── ── ─── ──── ───── ────── ─────── ── ─── ──── ───── ────── ─────── ── ─── ──── ───── ────── ─────── ── ─── ──── ───── ────── ─────── ── ─── ──── ───── ────── ─────── ── ─── ──── ───── ────── ─────── ── ─── ──── ───── ────── ─────── ── ─── ──── ───── ────── ─────── ── ─── ──── ───── ────── ─────── ── ─── ──── ───── ────── ─────── ── ─── ──── ───── ────── ─────── ── ─── ──── ───── ────── ─────── ── ─── ──── ───── ────── ─────── ── ─── ──── ───── ────── ─────── ── ─── ──── ───── ────── ─────── ── ─── ──── ───── ────── ─────── ── ─── ──── ───── ────── ─────── ── ─── ──── ───── ────── ─────── ── ─── ──── ───── ────── ─────── ── ─── ──── ───── ────── ─────── ── ─── ──── ───── ────── ─────── ── ─── ──── ───── ────── ─────── ── ─── ──── ───── ────── ─────── ── ─── ──── ───── ────── ─────── ── ─── ──── ───── ────── ─────── ── ─── ──── ───── ────── ─────── ── ─── ──── ───── ────── ─────── ── ─── ──── ───── ────── ─────── ── ─── ──── ───── ────── ─────── ── ─── ──── ───── ────── ─────── ── ─── ──── ───── ────── ─────── ── ─── ──── ───── ────── ─────── ── ─── ──── ───── ────── ─────── ── ─── ──── ───── ────── ─────── ── ─── ──── ───── ────── ─────── ── ─── ──── ───── ────── ─────── ── ─── ──── ───── ────── ─────── ── ─── ──── ───── ────── ─────── ── ─── ──── ───── ────── ─────── ── ─── ──── ───── ────── ─────── ── ─── ──── ───── ────── ─────── ── ─── ──── ───── ────── ─────── ── ─── ──── ───── ────── ─────── ── ─── ──── ───── ────── ─────── ── ─── ──── ───── ────── ─────── ── ─── ──── ───── ────── ─────── ── ─── ──── ───── ────── ─────── ── ─── ──── ───── ────── ─────── ── ─── ──── ───── ────── ─────── ── ─── ──── ───── ────── ─────── ── ─── ──── ───── ────── ─────── ── ─── ──── ───── ────── ─────── ── ─── ──── ───── ────── ─────── ── ─── ──── ───── [42, 1024, 252, 1290]
article-subheadline: (Privattelegramme der „Frankfurter Zeitung“.) [271, 102, 469, 111]
body-text-block: ── ─── ──── ───── ────── ─────── ── ─── ──── ───── ────── ─────── ── ─── ──── ───── ────── ─────── ── ─── ──── ───── ────── ─────── ── ─── ──── ───── ────── ─────── ── ─── ──── ───── ────── ─────── ── ─── ──── ───── ────── ─────── ── ─── ──── ───── ────── ─────── ── ─── ──── ───── ────── ─────── ── ─── ──── ───── ────── ─────── ── ─── ──── ───── ────── ─────── ── ─── ──── ───── ────── ─────── ── ─── ──── ───── ────── ─────── ── ─── ──── ───── ────── ─────── ── ─── ──── ───── ────── ─────── ── ─── ──── ───── ────── ─────── ── ─── ──── ───── ────── ─────── ── ─── ──── ───── ────── ─────── ── ─── ──── ───── ────── ─────── ── ─── ──── ───── ────── ─────── ── ─── ──── ───── ────── ─────── ── ─── ──── ───── ────── ─────── ── ─── ──── ───── ────── ─────── ── ─── ──── ───── ────── ─────── ── ─── ──── ───── ────── ─────── ── ─── ──── ───── ────── ─────── ── ─── ──── ───── ────── ─────── ── ─── ──── ───── ────── ─────── ── ─── ──── ───── ────── ─────── ── ─── ──── ───── ────── ─────── ── ─── ──── ───── ────── ─────── ── ─── ──── ───── ────── ─────── ── ─── ──── ───── ────── ─────── ── ─── ──── ───── ────── ─────── ── ─── ──── ───── ────── ─────── ── ─── ──── ───── ────── ─────── ── ─── ──── ───── ────── ─────── ── ─── ──── ───── ────── ─────── ── ─── ──── ───── ────── ─────── ── ─── ──── ───── ────── ─────── ── ─── ──── ───── ────── ─────── ── ─── ──── ───── ────── ─────── ── ─── ──── ───── ────── ─────── ── ─── ──── ───── ────── ─────── ── ─── ──── ───── ────── ─────── ── ─── ──── ───── ────── ─────── ── ─── ──── ───── ────── ─────── ── ─── ──── ───── ────── ─────── ── ─── ──── ───── ────── ─────── ── ─── ──── ───── ────── ─────── ── ─── ──── ───── ────── ─────── ── ─── ──── ───── ────── ─────── ── ─── ──── ───── ────── ─────── ── ─── ──── ───── ────── ─────── ── ─── ──── ───── ────── ─────── ── ─── ──── ───── ────── ─────── ── ─── ──── ───── ────── ─────── ── ─── ──── ───── ────── ─────── ── ─── ──── ───── ────── ─────── ── ─── ──── ───── ────── ─────── ── ─── ──── ───── ────── ─────── ── ─── ──── ───── ────── ─────── ── ─── ──── ───── ────── ─────── ── ─── ──── ───── ────── ─────── ── ─── ──── ───── ────── ─────── ── ─── ──── ───── ────── ─────── ── ─── ──── ───── ────── ─────── ── ─── ──── ───── ────── ─────── ── ─── ──── ───── ────── ─────── ── ─── ──── ───── ────── ─────── [722, 835, 954, 1027]
body-text-block: ── ─── ──── ───── ────── ─────── ── ─── ──── ───── ────── ─────── ── ─── ──── ───── ────── ─────── ── ─── ──── ───── ────── ─────── ── ─── ──── ───── ────── ─────── ── ─── ──── ───── ────── ─────── ── ─── ──── ───── ────── ─────── ── ─── ──── ───── ────── ─────── ── ─── ──── ───── ────── ─────── ── ─── ──── ───── ────── ─────── ── ─── ──── ───── ────── ─────── ── ─── ──── ───── ────── ─────── ── ─── ──── ───── ────── ─────── ── ─── ──── ───── ────── ─────── ── ─── ──── ───── ────── ─────── ── ─── ──── ───── ────── ─────── ── ─── ──── ───── ────── ─────── ── ─── ──── ───── ────── ─────── ── ─── ──── ───── ────── ─────── ── ─── ──── ───── ────── ─────── ── ─── ──── ───── ────── ─────── ── ─── ──── ───── ────── ─────── ── ─── ──── ───── ────── ─────── ── ─── ──── ───── ────── ─────── ── ─── ──── ───── ────── ─────── ── ─── ──── ───── ────── ─────── ── ─── ──── ───── ────── ─────── ── ─── ──── ───── ────── ─────── ── ─── ──── ───── ────── ─────── ── ─── ──── ───── ────── ─────── ── ─── ──── ───── ────── ─────── ── ─── ──── ───── ────── ─────── ── ─── ──── ───── ────── ─────── ── ─── ──── ───── ────── ─────── ── ─── ──── ───── ────── ─────── ── ─── ──── ───── ────── ─────── ── ─── ──── ───── ────── ─────── ── ─── ──── ───── ────── ─────── ── ─── ──── ───── ────── ─────── ── ─── ──── ───── ────── ─────── ── ─── ──── ───── ────── ─────── ── ─── ──── ───── ────── ─────── ── ─── ──── ───── ────── ─────── ── ─── ──── ───── ────── ─────── ── ─── ──── ───── ────── ─────── ── ─── ──── ───── ────── ─────── ── ─── ──── ───── ────── ─────── ── ─── ──── ───── ────── ─────── ── ─── ──── ───── ────── ─────── ── ─── ──── ───── ────── ─────── ── ─── ──── ───── ────── ─────── ── ─── ──── ───── ────── ─────── ── ─── ──── ───── ────── ─────── ── ─── ──── ───── ────── ─────── ── ─── ──── ───── ────── ─────── ── ─── ──── ───── ────── ─────── ── ─── ──── ───── ────── ─────── ── ─── ──── ───── ────── ─────── ── ─── ──── ───── ────── ─────── ── ─── ──── ───── ────── ─────── ── ─── ──── ───── ────── ─────── ── ─── ──── ───── ────── ─────── ── ─── ──── ───── ────── ─────── ── ─── ──── ───── ────── ─────── ── ─── ──── ───── ────── ─────── ── ─── ──── ───── ────── ─────── ── ─── ──── ───── ────── ─────── ── ─── ──── ───── ────── ─────── ── ─── ──── ───── ────── ─────── ── ─── ──── ───── ────── ─────── ── ─── ──── ───── ────── ─────── ── ─── ──── ───── ────── ─────── ── ─── ──── ───── ────── ─────── ── ─── ──── ───── ────── ─────── ── ─── ──── ───── ────── ─────── ── ─── ──── ───── ────── ─────── ── ─── ──── ───── ────── ─────── ── ─── ──── ───── ────── ─────── ── ─── ──── ───── ────── ─────── ── ─── ──── ───── ────── ─────── ── ─── ──── ───── ────── ─────── ── ─── ──── ───── ────── ─────── ── ─── ──── ───── ────── ─────── ── ─── ──── ───── ────── ─────── ── ─── ──── ───── ────── ─────── ── ─── ──── ───── ────── ─────── ── ─── ──── ───── ────── ─────── ── ─── ──── ───── ────── ─────── ── ─── ──── ───── ────── ─────── ── ─── ──── ───── ────── ─────── ── ─── ──── ───── ────── ─────── ── ─── ──── ───── ────── ─────── ── ─── ──── ───── ────── ─────── ── ─── ──── ───── ────── ─────── ── ─── ──── ───── ────── ─────── ── ─── ──── ───── ────── ─────── ── ─── ──── ───── ────── ─────── ── ─── ──── ───── ────── ─────── ── ─── ──── ───── ────── ─────── ── ─── ──── ───── ────── ─────── ── ─── ──── ───── ────── ─────── ── ─── ──── ───── ────── ─────── ── ─── ──── ───── ────── ─────── ── ─── ──── ───── ────── ─────── ── ─── ──── ───── ────── ─────── ── ─── ──── ───── ────── ─────── ── ─── ──── ───── ────── ─────── ── ─── ──── ───── ────── ─────── ── ─── ──── ───── ────── ─────── ── ─── ──── ───── ────── ─────── ── ─── ──── ───── ────── ─────── ── ─── ──── ───── ────── ─────── ── ─── ──── ───── ────── ─────── ── ─── ──── ───── ────── ─────── ── ─── ──── ───── ────── ─────── ── ─── ──── ───── ────── ─────── ── ─── ──── ───── ────── ─────── ── ─── ──── ───── ────── ─────── ── ─── ──── ───── ────── ─────── ── ─── ──── ───── ────── ─────── ── ─── ──── ───── ────── ─────── ── ─── ──── ───── ────── ─────── ── ─── ──── ───── ────── ─────── ── ─── ──── ───── ────── ─────── ── ─── ──── ───── ────── ─────── ── ─── ──── ───── ────── ─────── ── ─── ──── ───── ────── ─────── ── ─── ──── ───── ────── ─────── ── ─── ──── ───── ────── ─────── ── ─── ──── ───── ────── ─────── ── ─── ──── ───── ────── ─────── ── ─── ──── ───── ────── ─────── ── ─── ──── ───── ────── ─────── ── ─── ──── ───── ────── ─────── ── ─── ──── ───── ────── ─────── ── ─── ──── ───── ────── ─────── ── ─── ──── ───── ────── ─────── ── ─── ──── ───── ────── ─────── ── ─── ──── ───── ────── ─────── ── ─── ──── ───── ────── ─────── ── ─── ──── ───── ────── ─────── ── ─── ──── ───── ────── ─────── ── ─── ──── ───── ────── ─────── ── ─── ──── ───── ────── ─────── ── ─── ──── ───── ────── ─────── ── ─── ──── ───── ────── ─────── ── ─── ──── ───── ────── ─────── ── ─── ──── ───── ────── ─────── ── ─── ──── ───── ────── ─────── ── ─── ──── ───── ────── ─────── [262, 1052, 478, 1496]
article-headline: Der Angriff auf die deutschen Handelsschiffe. [278, 1023, 462, 1050]
column-2 [262, 68, 478, 1673]
section-divider [62, 1003, 232, 1004]
body-text-block: ── ─── ──── ───── ────── ─────── ── ─── ──── ───── ────── ─────── ── ─── ──── ───── ────── ─────── ── ─── ──── ───── ────── ─────── ── ─── ──── ───── ────── ─────── ── ─── ──── ───── ────── ─────── ── ─── ──── ───── ────── ─────── ── ─── ──── ───── ────── ─────── ── ─── ──── ───── ────── ─────── ── ─── ──── ───── ────── ─────── ── ─── ──── ───── ────── ─────── ── ─── ──── ───── ────── ─────── ── ─── ──── ───── ────── ─────── ── ─── ──── ───── ────── ─────── ── ─── ──── ───── ────── ─────── ── ─── ──── ───── ────── ─────── ── ─── ──── ───── ────── ─────── ── ─── ──── ───── ────── ─────── ── ─── ──── ───── ────── ─────── ── ─── ──── ───── ────── ─────── ── ─── ──── ───── ────── ─────── ── ─── ──── ───── ────── ─────── ── ─── ──── ───── ────── ─────── ── ─── ──── ───── ────── ─────── ── ─── ──── ───── ────── ─────── ── ─── ──── ───── ────── ─────── ── ─── ──── ───── ────── ─────── ── ─── ──── ───── ────── ─────── ── ─── ──── ───── ────── ─────── ── ─── ──── ───── ────── ─────── ── ─── ──── ───── ────── ─────── ── ─── ──── ───── ────── ─────── ── ─── ──── ───── ────── ─────── ── ─── ──── ───── ────── ─────── ── ─── ──── ───── ────── ─────── ── ─── ──── ───── ────── ─────── ── ─── ──── ───── ────── ─────── ── ─── ──── ───── ────── ─────── ── ─── ──── ───── ────── ─────── ── ─── ──── ───── ────── ─────── ── ─── ──── ───── ────── ─────── ── ─── ──── ───── ────── ─────── ── ─── ──── ───── ────── ─────── ── ─── ──── ───── ────── ─────── ── ─── ──── ───── ────── ─────── ── ─── ──── ───── ────── ─────── ── ─── ──── ───── ────── ─────── ── ─── ──── ───── ────── ─────── ── ─── ──── ───── ────── ─────── ── ─── ──── ───── ────── ─────── ── ─── ──── ───── ────── ─────── ── ─── ──── ───── ────── ─────── ── ─── ──── ───── ────── ─────── ── ─── ──── ───── ────── ─────── ── ─── ──── ───── ────── ─────── ── ─── ──── ───── ────── ─────── ── ─── ──── ───── ────── ─────── ── ─── ──── ───── ────── ─────── ── ─── ──── ───── ────── ─────── ── ─── ──── ───── ────── ─────── ── ─── ──── ───── ────── ─────── ── ─── ──── ───── ────── ─────── ── ─── ──── ───── ────── ─────── ── ─── ──── ───── ────── ─────── ── ─── ──── ───── ────── ─────── ── ─── ──── ───── ────── ─────── ── ─── ──── ───── ────── ─────── ── ─── ──── ───── ────── ─────── ── ─── ──── ───── ────── ─────── ── ─── ──── ───── ────── ─────── ── ─── ──── ───── ────── ─────── ── ─── ──── ───── ────── ─────── ── ─── ──── ───── ────── ─────── ── ─── ──── ───── ────── ─────── ── ─── ──── ───── ────── ─────── ── ─── ──── ───── ────── ─────── ── ─── ──── ───── ────── ─────── ── ─── ──── ───── ────── ─────── ── ─── ──── ───── ────── ─────── ── ─── ──── ───── ────── ─────── ── ─── ──── ───── ────── ─────── ── ─── ──── ───── ────── ─────── ── ─── ──── ───── ────── ─────── ── ─── ──── ───── ────── ─────── ── ─── ──── ───── ────── ─────── ── ─── ──── ───── ────── ─────── ── ─── ──── ───── ────── ─────── ── ─── ──── ───── ────── ─────── ── ─── ──── ───── ────── ─────── ── ─── ──── ───── ────── ─────── ── ─── ──── ───── ────── ─────── ── ─── ──── ───── ────── ─────── ── ─── ──── ───── ────── ─────── ── ─── ──── ───── ────── ─────── ── ─── ──── ───── ────── ─────── ── ─── ──── ───── ────── ─────── ── ─── ──── ───── ────── ─────── ── ─── ──── ───── ────── ─────── ── ─── ──── ───── ────── ─────── ── ─── ──── ───── ────── ─────── ── ─── ──── ───── ────── ─────── ── ─── ──── ───── ────── ─────── ── ─── ──── ───── ────── ─────── ── ─── ──── ───── ────── ─────── ── ─── ──── ───── ────── ─────── ── ─── ──── ───── ────── ─────── ── ─── ──── ───── ────── ─────── ── ─── ──── ───── ────── ─────── ── ─── ──── ───── ────── ─────── ── ─── ──── ───── ────── ─────── ── ─── ──── ───── ────── ─────── ── ─── ──── ───── ────── ─────── ── ─── ──── ───── ────── ─────── ── ─── ──── ───── ────── ─────── ── ─── ──── ───── ────── ─────── ── ─── ──── ───── ────── ─────── ── ─── ──── ───── ────── ─────── ── ─── ──── ───── ────── ─────── ── ─── ──── ───── ────── ─────── ── ─── ──── ───── ────── ─────── ── ─── ──── ───── ────── ─────── ── ─── ──── ───── ────── ─────── ── ─── ──── ───── ────── ─────── ── ─── ──── ───── ────── ─────── ── ─── ──── ───── ────── ─────── ── ─── ──── ───── ────── ─────── ── ─── ──── ───── ────── ─────── ── ─── ──── ───── ────── ─────── ── ─── ──── ───── ────── ─────── ── ─── ──── ───── ────── ─────── ── ─── ──── ───── ────── ─────── ── ─── ──── ───── ────── ─────── ── ─── ──── ───── ────── ─────── ── ─── ──── ───── ────── ─────── ── ─── ──── ───── ────── ─────── ── ─── ──── ───── ────── ─────── ── ─── ──── ───── ────── ─────── ── ─── ──── ───── ────── ─────── ── ─── ──── ───── ────── ─────── ── ─── ──── ───── ────── ─────── ── ─── ──── ───── ────── ─────── ── ─── ──── ───── ────── ─────── ── ─── ──── ───── ────── ─────── ── ─── ──── ───── ────── ─────── ── ─── ──── ───── ────── ─────── ── ─── ──── ───── ────── ─────── ── ─── ──── ───── ────── ─────── ── ─── ──── ───── ────── ─────── ── ─── ──── ───── ────── ─────── ── ─── ──── ───── ────── ─────── [42, 92, 252, 543]
section-divider [282, 873, 458, 874]
page-number: Seite 2 Nummer 198 [36, 46, 164, 59]
article-headline: Die Gegenoffensive in Ostgalizien. [264, 879, 476, 893]
body-text-block: ── ─── ──── ───── ────── ─────── ── ─── ──── ───── ────── ─────── ── ─── ──── ───── ────── ─────── ── ─── ──── ───── ────── ─────── ── ─── ──── ───── ────── ─────── ── ─── ──── ───── ────── ─────── ── ─── ──── ───── ────── ─────── ── ─── ──── ───── ────── ─────── ── ─── ──── ───── ────── ─────── ── ─── ──── ───── ────── ─────── ── ─── ──── ───── ────── ─────── ── ─── ──── ───── ────── ─────── ── ─── ──── ───── ────── ─────── ── ─── ──── ───── ────── ─────── ── ─── ──── ───── ────── ─────── ── ─── ──── ───── ────── ─────── ── ─── ──── ───── ────── ─────── ── ─── ──── ───── ────── ─────── ── ─── ──── ───── ────── ─────── ── ─── ──── ───── ────── ─────── ── ─── ──── ───── ────── ─────── ── ─── ──── ───── ────── ─────── ── ─── ──── ───── ────── ─────── ── ─── ──── ───── ────── ─────── ── ─── ──── ───── ────── ─────── ── ─── ──── ───── ────── ─────── ── ─── ──── ───── ────── ─────── ── ─── ──── ───── ────── ─────── ── ─── ──── ───── ────── ─────── ── ─── ──── ───── ────── ─────── ── ─── ──── ───── ────── ─────── ── ─── ──── ───── ────── ─────── ── ─── ──── ───── ────── ─────── ── ─── ──── ───── ────── ─────── ── ─── ──── ───── ────── ─────── ── ─── ──── ───── ────── ─────── ── ─── ──── ───── ────── ─────── ── ─── ──── ───── ────── ─────── ── ─── ──── ───── ────── ─────── ── ─── ──── ───── ────── ─────── ── ─── ──── ───── ────── ─────── ── ─── ──── ───── ────── ─────── ── ─── ──── ───── ────── ─────── ── ─── ──── ───── ────── ─────── ── ─── ──── ───── ────── ─────── ── ─── ──── ───── ────── ─────── ── ─── ──── ───── ────── ─────── ── ─── ──── ───── ────── ─────── ── ─── ──── ───── ────── ─────── ── ─── ──── ───── ────── ─────── ── ─── ──── ───── ────── ─────── ── ─── ──── ───── ────── ─────── ── ─── ──── ───── ────── ─────── ── ─── ──── ───── ────── ─────── ── ─── ──── ───── ────── ─────── ── ─── ──── ───── ────── ─────── ── ─── ──── ───── ────── ─────── ── ─── ──── ───── ────── ─────── ── ─── ──── ───── ────── ─────── ── ─── ──── ───── ────── ─────── ── ─── ──── ───── ────── ─────── ── ─── ──── ───── ────── ─────── ── ─── ──── ───── ────── ─────── ── ─── ──── ───── ────── ─────── ── ─── ──── ───── ────── ─────── ── ─── ──── ───── ────── ─────── ── ─── ──── ───── ────── ─────── ── ─── ──── ───── ────── ─────── ── ─── ──── ───── ────── ─────── ── ─── ──── ───── ────── ─────── ── ─── ──── ───── ────── ─────── ── ─── ──── ───── ────── ─────── ── ─── ──── ───── ────── ─────── ── ─── ──── ───── ────── ─────── ── ─── ──── ───── ────── ─────── ── ─── ──── ───── ────── ─────── ── ─── ──── ───── ────── ─────── ── ─── ──── ───── ────── ─────── ── ─── ──── ───── ────── ─────── ── ─── ──── ───── ────── ─────── ── ─── ──── ───── ────── ─────── ── ─── ──── ───── ────── ─────── ── ─── ──── ───── ────── ─────── ── ─── ──── ───── ────── ─────── ── ─── ──── ───── ────── ─────── ── ─── ──── ───── ────── ─────── ── ─── ──── ───── ────── ─────── ── ─── ──── ───── ────── ─────── ── ─── ──── ───── ────── ─────── ── ─── ──── ───── ────── ─────── ── ─── ──── ───── ────── ─────── ── ─── ──── ───── ────── ─────── ── ─── ──── ───── ────── ─────── ── ─── ──── ───── ────── ─────── ── ─── ──── ───── ────── ─────── ── ─── ──── ───── ────── ─────── ── ─── ──── ───── ────── ─────── ── ─── ──── ───── ────── ─────── ── ─── ──── ───── ────── ─────── ── ─── ──── ───── ────── ─────── ── ─── ──── ───── ────── ─────── ── ─── ──── ───── ────── ─────── ── ─── ──── ───── ────── ─────── ── ─── ──── ───── ────── ─────── ── ─── ──── ───── ────── ─────── ── ─── ──── ───── ────── ─────── ── ─── ──── ───── ────── ─────── ── ─── ──── ───── ────── ─────── ── ─── ──── ───── ────── ─────── ── ─── ──── ───── ────── ─────── ── ─── ──── ───── ────── ─────── ── ─── ──── ───── ────── ─────── ── ─── ──── ───── ────── ─────── ── ─── ──── ───── ────── ─────── ── ─── ──── ───── ────── ─────── ── ─── ──── ───── ────── ─────── ── ─── ──── ───── ────── ─────── ── ─── ──── ───── ────── ─────── ── ─── ──── ───── ────── ─────── ── ─── ──── ───── ────── ─────── ── ─── ──── ───── ────── ─────── ── ─── ──── ───── ────── ─────── ── ─── ──── ───── ────── ─────── ── ─── ──── ───── ────── ─────── ── ─── ──── ───── ────── ─────── ── ─── ──── ───── ────── ─────── ── ─── ──── ───── ────── ─────── ── ─── ──── ───── ────── ─────── ── ─── ──── ───── ────── ─────── ── ─── ──── ───── ────── ─────── ── ─── ──── ───── ────── ─────── ── ─── ──── ───── ────── ─────── ── ─── ──── ───── ────── ─────── ── ─── ──── ───── ────── ─────── ── ─── ──── ───── ────── ─────── ── ─── ──── ───── ────── ─────── ── ─── ──── ───── ────── ─────── ── ─── ──── ───── ────── ─────── ── ─── ──── ───── ────── ─────── ── ─── ──── ───── ────── ─────── ── ─── ──── ───── ────── ─────── ── ─── ──── ───── ────── ─────── ── ─── ──── ───── ────── ─────── ── ─── ──── ───── ────── ─────── ── ─── ──── ───── ────── ─────── ── ─── ──── ───── ────── ─────── ── ─── ──── ───── ────── ─────── ── ─── ──── ───── ────── ─────── ── ─── ──── ───── ────── ─────── ── ─── ──── ───── ────── ─────── ── ─── ──── ───── ────── ─────── ── ─── ──── ───── ────── ─────── ── ─── ──── ───── ────── ─────── ── ─── ──── ───── ────── ─────── ── ─── ──── ───── ────── ─────── ── ─── ──── ───── ────── ─────── ── ─── ──── ───── ────── ─────── ── ─── ──── ───── ────── ─────── ── ─── ──── ───── ────── ─────── ── ─── ──── ───── ────── ─────── ── ─── ──── ───── ────── ─────── ── ─── ──── ───── ────── ─────── ── ─── ──── ───── ────── ─────── ── ─── ──── ───── ────── ─────── ── ─── ──── ───── ────── ─────── ── ─── ──── ───── ────── ─────── ── ─── ──── ───── ────── ─────── ── ─── ──── ───── ────── ─────── ── ─── ──── ───── ────── ─────── ── ─── ──── ───── ────── ─────── ── ─── ──── ───── ────── ─────── ── ─── ──── ───── ────── ─────── ── ─── ──── ───── ────── ─────── ── ─── ──── ───── ────── ─────── ── ─── ──── ───── ────── ─────── ── ─── ──── ───── ────── ─────── ── ─── ──── ───── ────── ─────── ── ─── ──── ───── ────── ─────── ── ─── ──── ───── ────── ─────── ── ─── ──── ───── ────── ─────── ── ─── ──── ───── ────── ─────── ── ─── ──── ───── ────── ─────── ── ─── ──── ───── ────── ─────── ── ─── ──── ───── ────── ─────── ── ─── ──── ───── ────── ─────── ── ─── ──── ───── ────── ─────── ── ─── ──── ───── ────── ─────── ── ─── ──── ───── ────── ─────── ── ─── ──── ───── ────── ─────── ── ─── ──── ───── ────── ─────── ── ─── ──── ───── ────── ─────── ── ─── ──── ───── ────── ─────── ── ─── ──── ───── ────── ─────── ── ─── ──── ───── ────── ─────── ── ─── ──── ───── ────── ─────── ── ─── ──── ───── ────── ─────── ── ─── ──── ───── ────── ─────── ── ─── ──── ───── ────── ─────── ── ─── ──── ───── ────── ─────── ── ─── ──── ───── ────── ─────── ── ─── ──── ───── ────── ─────── ── ─── ──── ───── ────── ─────── ── ─── ──── ───── ────── ─────── ── ─── ──── ───── ────── ─────── ── ─── ──── ───── ────── ─────── ── ─── ──── ───── ────── ─────── ── ─── ──── ───── ────── ─────── ── ─── ──── ───── ────── ─────── ── ─── ──── ───── ────── ─────── ── ─── ──── ───── ────── ─────── ── ─── ──── ───── ────── ─────── ── ─── ──── ───── ────── ─────── ── ─── ──── ───── ────── ─────── ── ─── ──── ───── ────── ─────── ── ─── ──── ───── ────── ─────── ── ─── ──── ───── ────── ─────── ── ─── ──── ───── ────── ─────── ── ─── ──── ───── ────── ─────── ── ─── ──── ───── ────── ─────── ── ─── ──── ───── ────── ─────── ── ─── ──── ───── ────── ─────── ── ─── ──── ───── ────── ─────── ── ─── ──── ───── ────── ─────── ── ─── ──── ───── ────── ─────── ── ─── ──── ───── ────── ─────── ── ─── ──── ───── ────── ─────── ── ─── ──── ───── ────── ─────── ── ─── ──── ───── ────── ─────── ── ─── ──── ───── ────── ─────── ── ─── ──── ───── ────── ─────── ── ─── ──── ───── ────── ─────── ── ─── ──── ───── ────── ─────── ── ─── ──── ───── ────── ─────── ── ─── ──── ───── ────── ─────── ── ─── ──── ───── ────── ─────── ── ─── ──── ───── ────── ─────── ── ─── ──── ───── ────── ─────── ── ─── ──── ───── ────── ─────── ── ─── ──── ───── ────── ─────── ── ─── ──── ───── ────── ─────── ── ─── ──── ───── ────── ─────── ── ─── ──── ───── ────── ─────── ── ─── ──── ───── ────── ─────── ── ─── ──── ───── ────── ─────── ── ─── ──── ───── ────── ─────── ── ─── ──── ───── ────── ─────── ── ─── ──── ───── ────── ─────── ── ─── ──── ───── ────── ─────── ── ─── ──── ───── ────── ─────── ── ─── ──── ───── ────── ─────── ── ─── ──── ───── ────── ─────── ── ─── ──── ───── ────── ─────── ── ─── ──── ───── ────── ─────── ── ─── ──── ───── ────── ─────── ── ─── ──── ───── ────── ─────── ── ─── ──── ───── ────── ─────── ── ─── ──── ───── ────── ─────── ── ─── ──── ───── ────── ─────── ── ─── [262, 114, 478, 869]
article-headline: Amtliche Kriegsberichte der Gegner. [282, 73, 458, 99]
article-subheadline: Ausländisches Fleisch. [790, 823, 886, 833]
body-text-block: ── ─── ──── ───── ────── ─────── ── ─── ──── ───── ────── ─────── ── ─── ──── ───── ────── ─────── ── ─── ──── ───── ────── ─────── ── ─── ──── ───── ────── ─────── ── ─── ──── ───── ────── ─────── ── ─── ──── ───── ────── ─────── ── ─── ──── ───── ────── ─────── ── ─── ──── ───── ────── ─────── ── ─── ──── ───── ────── ─────── ── ─── ──── ───── ────── ─────── ── ─── ──── ───── ────── ─────── ── ─── ──── ───── ────── ─────── ── ─── ──── ───── ────── ─────── ── ─── ──── ───── ────── ─────── ── ─── ──── ───── ────── ─────── ── ─── ──── ───── ────── ─────── ── ─── ──── ───── ────── ─────── ── ─── ──── ───── ────── ─────── ── ─── ──── ───── ────── ─────── ── ─── ──── ───── ────── ─────── ── ─── ──── ───── ────── ─────── ── ─── ──── ───── ────── ─────── ── ─── ──── ───── ────── ─────── ── ─── ──── ───── ────── ─────── ── ─── ──── ───── ────── ─────── ── ─── ──── ───── ────── ─────── ── ─── ──── ───── ────── ─────── ── ─── ──── ───── ────── ─────── ── ─── ──── ───── ────── ─────── [722, 68, 954, 149]
article-subheadline: Die nationalliberale Erklärung. [772, 175, 904, 185]
body-text-block: ── ─── ──── ───── ────── ─────── ── ─── ──── ───── ────── ─────── ── ─── ──── ───── ────── ─────── ── ─── ──── ───── ────── ─────── ── ─── ──── ───── ────── ─────── ── ─── ──── ───── ────── ─────── ── ─── ──── ───── ────── ─────── ── ─── ──── ───── ────── ─────── ── ─── ──── ───── ────── ─────── ── ─── ──── ───── ────── ─────── ── ─── ──── ───── ────── ─────── ── ─── ──── ───── ────── ─────── ── ─── ──── ───── ────── ─────── ── ─── ──── ───── ────── ─────── ── ─── ──── ───── ────── ─────── ── ─── ──── ───── ────── ─────── ── ─── ──── ───── ────── ─────── ── ─── ──── ───── ────── ─────── ── ─── ──── ───── ────── ─────── ── ─── ──── ───── ────── ─────── ── ─── ──── ───── ────── ─────── ── ─── ──── ───── ────── ─────── ── ─── ──── ───── ────── ─────── ── ─── ──── ───── ────── ─────── ── ─── ──── ───── ────── ─────── ── ─── ──── ───── ────── ─────── ── ─── ──── ───── ────── ─────── ── ─── ──── ───── ────── ─────── ── ─── ──── ───── ────── ─────── ── ─── ──── ───── ────── ─────── ── ─── ──── ───── ────── ─────── ── ─── ──── ───── ────── ─────── ── ─── ──── ───── ────── ─────── ── ─── ──── ───── ────── ─────── ── ─── ──── ───── ────── ─────── ── ─── ──── ───── ────── ─────── ── ─── ──── ───── ────── ─────── ── ─── ──── ───── ────── ─────── ── ─── ──── ───── ────── ─────── ── ─── ──── ───── ────── ─────── ── ─── ──── ───── ────── ─────── ── ─── ──── ───── ────── ─────── ── ─── ──── ───── ────── ─────── ── ─── ──── ───── ────── ─────── ── ─── ──── ───── ────── ─────── ── ─── ──── ───── ────── ─────── ── ─── ──── ───── ────── ─────── ── ─── ──── ───── ────── ─────── ── ─── ──── ───── ────── ─────── ── ─── ──── ───── ────── ─────── ── ─── ──── ───── ────── ─────── ── ─── ──── ───── ────── ─────── ── ─── ──── ───── ────── ─────── ── ─── [42, 681, 252, 843]
article-text: Nürnberg gehindert worden wären. Ihr sich gegen die Offensive ... nachzugeben. Am 16. Juli gegen 9 Uhr abends eine Kräfte von bewaffneten Abteilungen. [42, 68, 252, 90]
article-headline: Zur gestrigen Reichstagssitzung. [496, 73, 702, 86]
issue-date: Freitag, 20. Juli 1917 [828, 46, 960, 59]
